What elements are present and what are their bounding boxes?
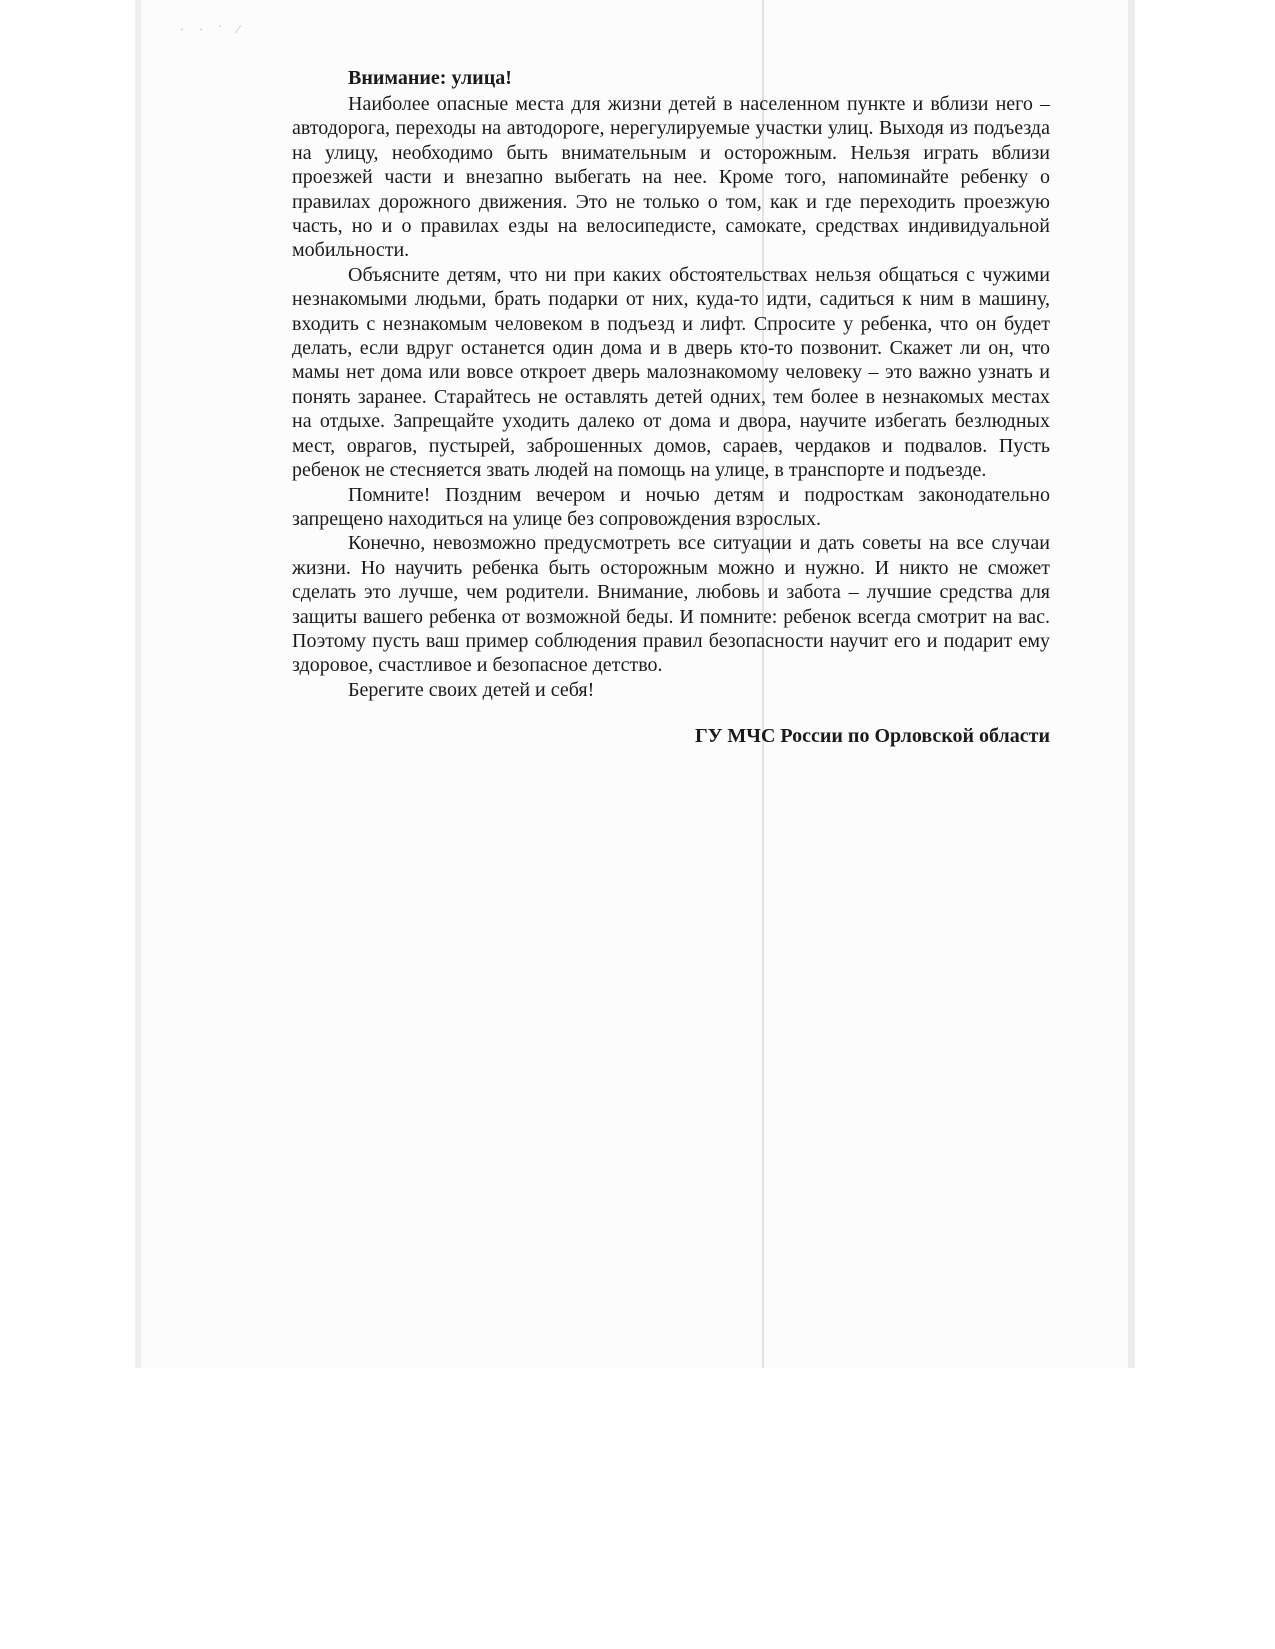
paragraph-closing: Берегите своих детей и себя! [348, 678, 595, 701]
paragraph-parents: Конечно, невозможно предусмотреть все ситуации и дать советы на все случаи жизни. Но научить ребенка быть осторожным можно и нужно. И никто не сможет сделать это лучше, чем родители. Внимание, любовь и забота – лучшие средства для защиты вашего ребенка от возможной беды. И помните: ребенок всегда смотрит на вас. Поэтому пусть ваш пример соблюдения правил безопасности научит его и подарит ему здоровое, счастливое и безопасное детство. [292, 532, 1050, 677]
paragraph-strangers: Объясните детям, что ни при каких обстоятельствах нельзя общаться с чужими незнакомыми людьми, брать подарки от них, куда-то идти, садиться к ним в машину, входить с незнакомым человеком в подъезд и лифт. Спросите у ребенка, что он будет делать, если вдруг останется один дома и в дверь кто-то позвонит. Скажет ли он, что мамы нет дома или вовсе откроет дверь малознакомому человеку – это важно узнать и понять заранее. Старайтесь не оставлять детей одних, тем более в незнакомых местах на отдыхе. Запрещайте уходить далеко от дома и двора, научите избегать безлюдных мест, оврагов, пустырей, заброшенных домов, сараев, чердаков и подвалов. Пусть ребенок не стесняется звать людей на помощь на улице, в транспорте и подъезде. [292, 263, 1050, 482]
scan-artifact: · · ˙ ⁄ [180, 22, 245, 36]
blank-margin [0, 1368, 1275, 1649]
signature: ГУ МЧС России по Орловской области [695, 725, 1050, 748]
letter-body [292, 66, 1050, 748]
paragraph-curfew: Помните! Поздним вечером и ночью детям и подросткам законодательно запрещено находиться на улице без сопровождения взрослых. [292, 483, 1050, 530]
letter-heading: Внимание: улица! [348, 67, 512, 89]
paragraph-road-safety: Наиболее опасные места для жизни детей в населенном пункте и вблизи него – автодорога, переходы на автодороге, нерегулируемые участки улиц. Выходя из подъезда на улицу, необходимо быть внимательным и осторожным. Нельзя играть вблизи проезжей части и внезапно выбегать на нее. Кроме того, напоминайте ребенку о правилах дорожного движения. Это не только о том, как и где переходить проезжую часть, но и о правилах езды на велосипедисте, самокате, средствах индивидуальной мобильности. [292, 93, 1050, 262]
